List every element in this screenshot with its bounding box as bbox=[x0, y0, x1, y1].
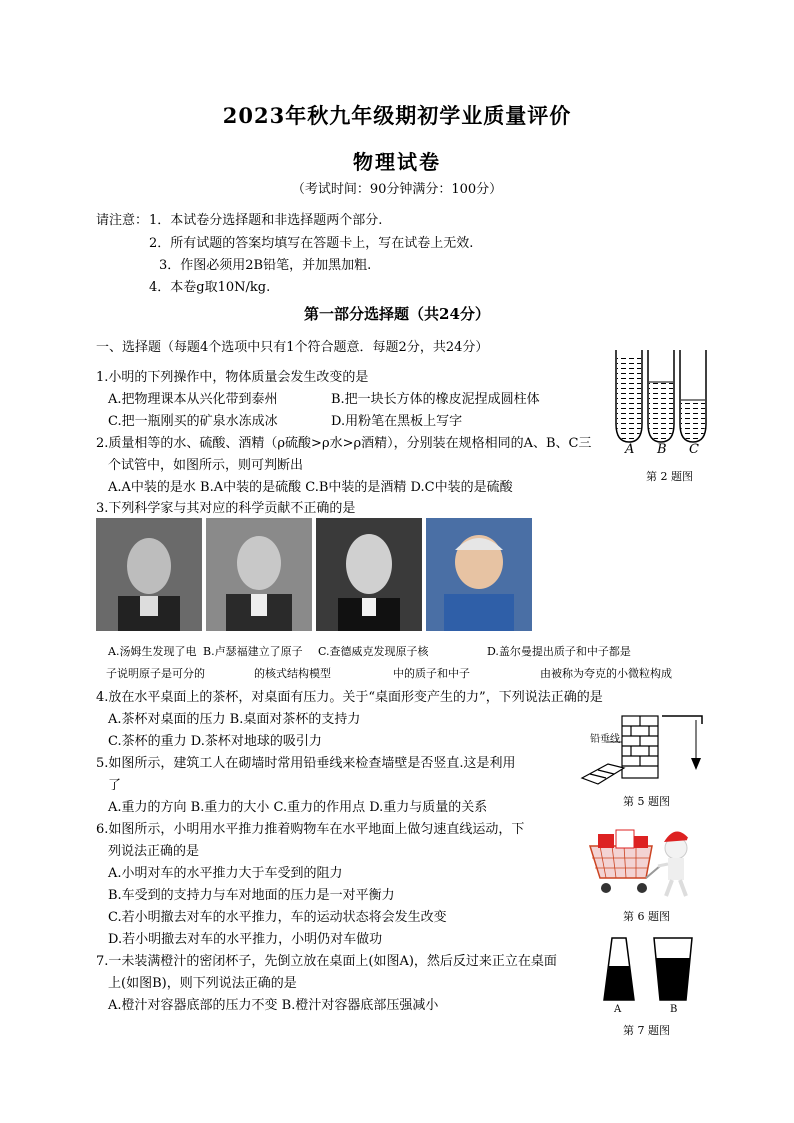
question-5-stem-cont: 了 bbox=[108, 778, 122, 793]
exam-title: 2023年秋九年级期初学业质量评价 bbox=[222, 103, 572, 128]
notice-item: 1．本试卷分选择题和非选择题两个部分. bbox=[149, 213, 383, 228]
question-1-option-a: A.把物理课本从兴化带到泰州 bbox=[108, 392, 278, 407]
notice-item: 3．作图必须用2B铅笔，并加黑加粗. bbox=[159, 258, 372, 273]
notice-item: 4．本卷g取10N/kg. bbox=[149, 280, 271, 295]
question-6-stem-cont: 列说法正确的是 bbox=[108, 844, 200, 859]
figure-5 bbox=[578, 712, 714, 790]
figure-2-caption: 第 2 题图 bbox=[646, 470, 693, 483]
figure-7 bbox=[600, 936, 700, 1015]
scientist-photo-thomson bbox=[96, 518, 202, 631]
figure-5-caption: 第 5 题图 bbox=[623, 795, 670, 808]
question-2-stem: 2.质量相等的水、硫酸、酒精（ρ硫酸>ρ水>ρ酒精），分别装在规格相同的A、B、C三 bbox=[96, 436, 592, 451]
question-3-option-a-cont: 子说明原子是可分的 bbox=[106, 667, 205, 680]
question-3-option-d: D.盖尔曼提出质子和中子都是 bbox=[487, 645, 631, 658]
question-1-stem: 1.小明的下列操作中，物体质量会发生改变的是 bbox=[96, 370, 369, 385]
question-4-options-ab: A.茶杯对桌面的压力 B.桌面对茶杯的支持力 bbox=[108, 712, 361, 727]
question-7-options-ab: A.橙汁对容器底部的压力不变 B.橙汁对容器底部压强减小 bbox=[108, 998, 439, 1013]
scientist-photo-chadwick bbox=[316, 518, 422, 631]
question-5-stem: 5.如图所示，建筑工人在砌墙时常用铅垂线来检查墙壁是否竖直.这是利用 bbox=[96, 756, 516, 771]
scientist-photo-rutherford bbox=[206, 518, 312, 631]
question-2-stem-cont: 个试管中，如图所示，则可判断出 bbox=[108, 458, 304, 473]
question-7-stem-cont: 上(如图B)，则下列说法正确的是 bbox=[108, 976, 297, 991]
notice-label: 请注意： bbox=[96, 213, 149, 228]
question-1-option-d: D.用粉笔在黑板上写字 bbox=[331, 414, 463, 429]
question-3-option-b: B.卢瑟福建立了原子 bbox=[203, 645, 303, 658]
tube-label: A bbox=[625, 442, 635, 457]
figure-6 bbox=[586, 824, 698, 904]
figure-6-caption: 第 6 题图 bbox=[623, 910, 670, 923]
question-7-stem: 7.一未装满橙汁的密闭杯子，先倒立放在桌面上(如图A)，然后反过来正立在桌面 bbox=[96, 954, 557, 969]
question-3-stem: 3.下列科学家与其对应的科学贡献不正确的是 bbox=[96, 501, 356, 516]
question-6-option-a: A.小明对车的水平推力大于车受到的阻力 bbox=[108, 866, 343, 881]
question-3-option-c-cont: 中的质子和中子 bbox=[393, 667, 470, 680]
question-5-options: A.重力的方向 B.重力的大小 C.重力的作用点 D.重力与质量的关系 bbox=[108, 800, 488, 815]
tube-label: B bbox=[657, 442, 667, 457]
section-instruction: 一、选择题（每题4个选项中只有1个符合题意．每题2分，共24分） bbox=[96, 340, 489, 355]
plumb-line-label: 铅垂线 bbox=[590, 734, 620, 745]
question-6-option-d: D.若小明撤去对车的水平推力，小明仍对车做功 bbox=[108, 932, 383, 947]
question-4-stem: 4.放在水平桌面上的茶杯，对桌面有压力。关于“桌面形变产生的力”，下列说法正确的是 bbox=[96, 690, 603, 705]
question-3-option-d-cont: 由被称为夸克的小微粒构成 bbox=[540, 667, 672, 680]
exam-subtitle: 物理试卷 bbox=[353, 150, 441, 174]
question-3-option-a: A.汤姆生发现了电 bbox=[108, 645, 197, 658]
question-6-stem: 6.如图所示，小明用水平推力推着购物车在水平地面上做匀速直线运动，下 bbox=[96, 822, 525, 837]
question-1-option-c: C.把一瓶刚买的矿泉水冻成冰 bbox=[108, 414, 278, 429]
cup-label: A bbox=[614, 1004, 622, 1015]
question-4-options-cd: C.茶杯的重力 D.茶杯对地球的吸引力 bbox=[108, 734, 322, 749]
question-1-option-b: B.把一块长方体的橡皮泥捏成圆柱体 bbox=[331, 392, 540, 407]
section-title: 第一部分选择题（共24分） bbox=[304, 305, 490, 323]
figure-2 bbox=[612, 346, 722, 486]
question-6-option-c: C.若小明撤去对车的水平推力，车的运动状态将会发生改变 bbox=[108, 910, 447, 925]
tube-label: C bbox=[689, 442, 699, 457]
exam-info: （考试时间：90分钟满分：100分） bbox=[291, 182, 503, 197]
cup-label: B bbox=[670, 1004, 678, 1015]
scientist-photo-gell-mann bbox=[426, 518, 532, 631]
question-3-option-c: C.查德威克发现原子核 bbox=[318, 645, 429, 658]
question-3-option-b-cont: 的核式结构模型 bbox=[254, 667, 331, 680]
question-6-option-b: B.车受到的支持力与车对地面的压力是一对平衡力 bbox=[108, 888, 395, 903]
figure-7-caption: 第 7 题图 bbox=[623, 1024, 670, 1037]
notice-item: 2．所有试题的答案均填写在答题卡上，写在试卷上无效. bbox=[149, 236, 474, 251]
question-2-options: A.A中装的是水 B.A中装的是硫酸 C.B中装的是酒精 D.C中装的是硫酸 bbox=[108, 480, 513, 495]
